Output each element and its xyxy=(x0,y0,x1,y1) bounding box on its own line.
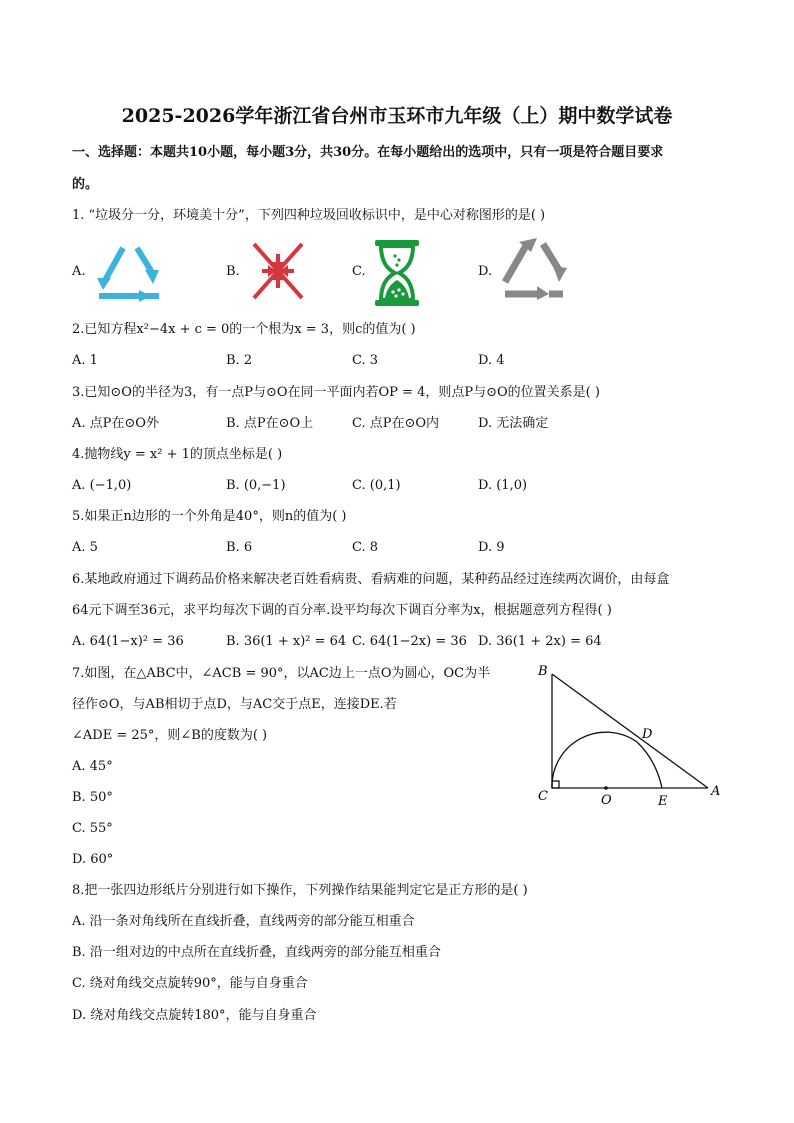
q6-option-d: D. 36(1 + 2x) = 64 xyxy=(478,634,602,649)
four-arrows-icon xyxy=(250,240,306,302)
hourglass-icon xyxy=(373,240,421,306)
section-heading-line2: 的。 xyxy=(72,177,99,192)
geometry-figure xyxy=(530,660,730,810)
q3-option-b: B. 点P在⊙O上 xyxy=(226,416,314,431)
question-4-stem: 4.抛物线y = x² + 1的顶点坐标是( ) xyxy=(72,447,283,462)
question-2-stem: 2.已知方程x²−4x + c = 0的一个根为x = 3，则c的值为( ) xyxy=(72,322,416,337)
label-b: B xyxy=(538,664,548,679)
q1-option-b: B. xyxy=(226,264,240,279)
q1-option-c: C. xyxy=(352,264,366,279)
recycle-triangle-icon xyxy=(93,240,167,304)
label-c: C xyxy=(538,789,548,804)
q1-option-a: A. xyxy=(72,264,86,279)
q8-option-a: A. 沿一条对角线所在直线折叠，直线两旁的部分能互相重合 xyxy=(72,914,415,929)
q6-option-b: B. 36(1 + x)² = 64 xyxy=(226,634,347,649)
q3-option-a: A. 点P在⊙O外 xyxy=(72,416,159,431)
label-e: E xyxy=(658,794,668,809)
q4-option-d: D. (1,0) xyxy=(478,478,528,493)
q8-option-d: D. 绕对角线交点旋转180°，能与自身重合 xyxy=(72,1008,317,1023)
q7-option-b: B. 50° xyxy=(72,790,113,805)
recycle-triangle-icon xyxy=(497,236,571,302)
q4-option-b: B. (0,−1) xyxy=(226,478,286,493)
q5-option-d: D. 9 xyxy=(478,540,505,555)
question-6-stem-line2: 64元下调至36元，求平均每次下调的百分率.设平均每次下调百分率为x，根据题意列方程得( ) xyxy=(72,603,612,618)
q2-option-c: C. 3 xyxy=(352,353,379,368)
q3-option-c: C. 点P在⊙O内 xyxy=(352,416,440,431)
page-title: 2025-2026学年浙江省台州市玉环市九年级（上）期中数学试卷 xyxy=(121,105,673,127)
q7-option-a: A. 45° xyxy=(72,759,113,774)
question-7-stem-line2: 径作⊙O，与AB相切于点D，与AC交于点E，连接DE.若 xyxy=(72,697,397,712)
question-7-stem-line1: 7.如图，在△ABC中，∠ACB = 90°，以AC边上一点O为圆心，OC为半 xyxy=(72,666,491,681)
q6-option-a: A. 64(1−x)² = 36 xyxy=(72,634,184,649)
q2-option-a: A. 1 xyxy=(72,353,98,368)
question-7-stem-line3: ∠ADE = 25°，则∠B的度数为( ) xyxy=(72,728,268,743)
label-d: D xyxy=(642,727,653,742)
question-5-stem: 5.如果正n边形的一个外角是40°，则n的值为( ) xyxy=(72,509,347,524)
q2-option-b: B. 2 xyxy=(226,353,253,368)
q4-option-c: C. (0,1) xyxy=(352,478,401,493)
q4-option-a: A. (−1,0) xyxy=(72,478,132,493)
question-8-stem: 8.把一张四边形纸片分别进行如下操作，下列操作结果能判定它是正方形的是( ) xyxy=(72,883,528,898)
question-6-stem-line1: 6.某地政府通过下调药品价格来解决老百姓看病贵、看病难的问题，某种药品经过连续两次调价，由每盒 xyxy=(72,572,670,587)
question-1-stem: 1. “垃圾分一分，环境美十分”，下列四种垃圾回收标识中，是中心对称图形的是( ) xyxy=(72,208,546,223)
question-3-stem: 3.已知⊙O的半径为3，有一点P与⊙O在同一平面内若OP = 4，则点P与⊙O的位置关系是( ) xyxy=(72,385,600,400)
q5-option-b: B. 6 xyxy=(226,540,253,555)
q7-option-d: D. 60° xyxy=(72,852,114,867)
q8-option-b: B. 沿一组对边的中点所在直线折叠，直线两旁的部分能互相重合 xyxy=(72,945,441,960)
q6-option-c: C. 64(1−2x) = 36 xyxy=(352,634,467,649)
q5-option-c: C. 8 xyxy=(352,540,379,555)
q5-option-a: A. 5 xyxy=(72,540,98,555)
q2-option-d: D. 4 xyxy=(478,353,505,368)
q3-option-d: D. 无法确定 xyxy=(478,416,549,431)
section-heading-line1: 一、选择题：本题共10小题，每小题3分，共30分。在每小题给出的选项中，只有一项是符合题目要求 xyxy=(72,145,664,160)
label-o: O xyxy=(601,793,612,808)
q8-option-c: C. 绕对角线交点旋转90°，能与自身重合 xyxy=(72,976,308,991)
label-a: A xyxy=(711,784,721,799)
q1-option-d: D. xyxy=(478,264,493,279)
q7-option-c: C. 55° xyxy=(72,821,113,836)
